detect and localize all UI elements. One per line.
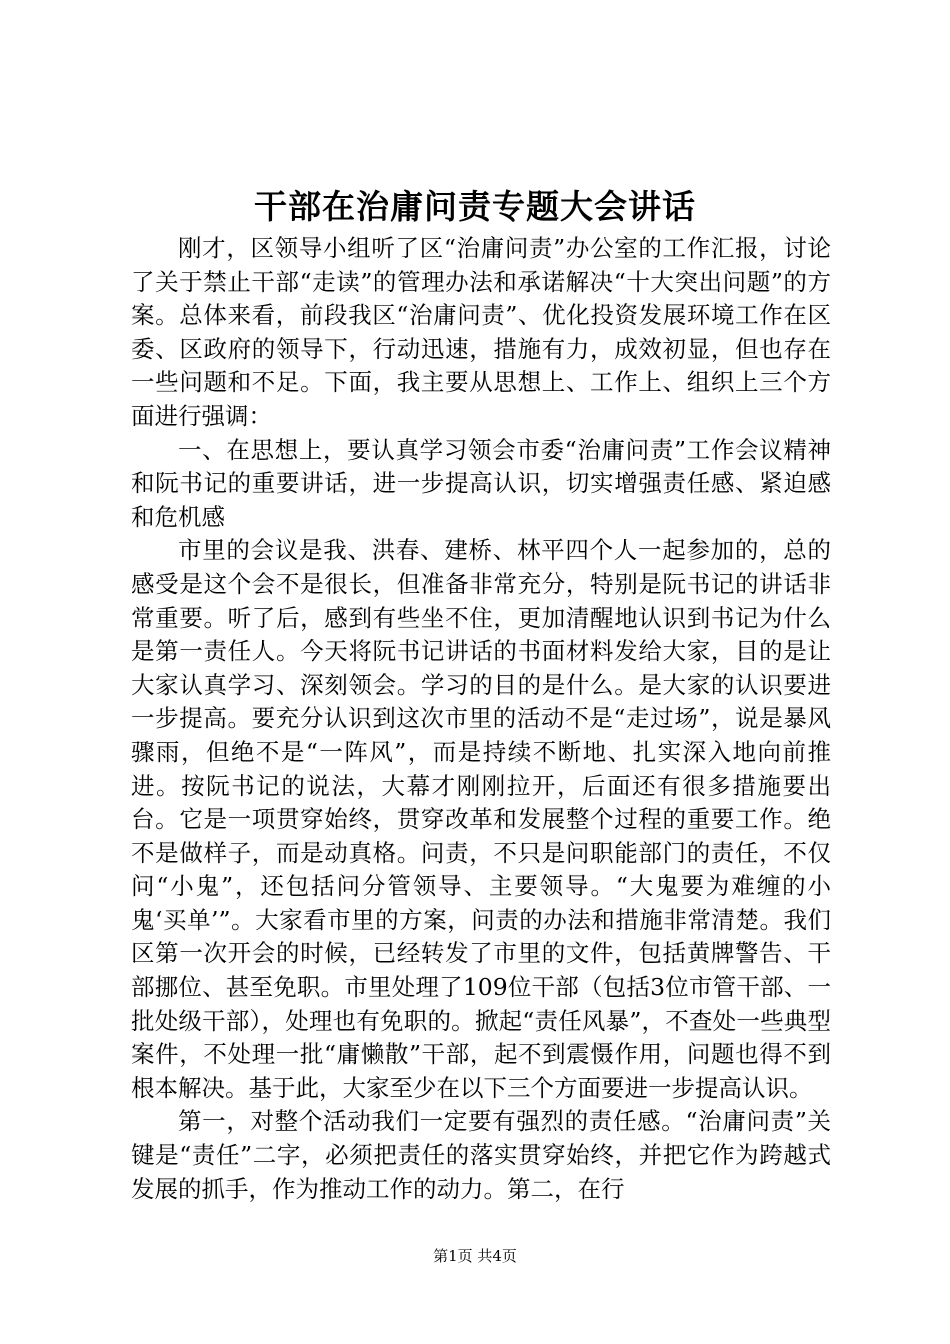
paragraph: 刚才，区领导小组听了区“治庸问责”办公室的工作汇报，讨论了关于禁止干部“走读”的管理办法和承诺解决“十大突出问题”的方案。总体来看，前段我区“治庸问责”、优化投资发展环境工作在区委、区政府的领导下，行动迅速，措施有力，成效初显，但也存在一些问题和不足。下面，我主要从思想上、工作上、组织上三个方面进行强调： xyxy=(131,234,831,430)
document-body xyxy=(131,232,831,1206)
page-number-footer: 第1页 共4页 xyxy=(433,1247,517,1265)
paragraph: 一、在思想上，要认真学习领会市委“治庸问责”工作会议精神和阮书记的重要讲话，进一步提高认识，切实增强责任感、紧迫感和危机感 xyxy=(131,435,831,531)
document-title: 干部在治庸问责专题大会讲话 xyxy=(254,187,696,226)
paragraph: 市里的会议是我、洪春、建桥、林平四个人一起参加的，总的感受是这个会不是很长，但准备非常充分，特别是阮书记的讲话非常重要。听了后，感到有些坐不住，更加清醒地认识到书记为什么是第一责任人。今天将阮书记讲话的书面材料发给大家，目的是让大家认真学习、深刻领会。学习的目的是什么。是大家的认识要进一步提高。要充分认识到这次市里的活动不是“走过场”，说是暴风骤雨，但绝不是“一阵风”，而是持续不断地、扎实深入地向前推进。按阮书记的说法，大幕才刚刚拉开，后面还有很多措施要出台。它是一项贯穿始终，贯穿改革和发展整个过程的重要工作。绝不是做样子，而是动真格。问责，不只是问职能部门的责任，不仅问“小鬼”，还包括问分管领导、主要领导。“大鬼要为难缠的小鬼‘买单’”。大家看市里的方案，问责的办法和措施非常清楚。我们区第一次开会的时候，已经转发了市里的文件，包括黄牌警告、干部挪位、甚至免职。市里处理了109位干部（包括3位市管干部、一批处级干部），处理也有免职的。掀起“责任风暴”，不查处一些典型案件，不处理一批“庸懒散”干部，起不到震慑作用，问题也得不到根本解决。基于此，大家至少在以下三个方面要进一步提高认识。 xyxy=(131,536,831,1102)
paragraph: 第一，对整个活动我们一定要有强烈的责任感。“治庸问责”关键是“责任”二字，必须把责任的落实贯穿始终，并把它作为跨越式发展的抓手，作为推动工作的动力。第二，在行 xyxy=(131,1107,831,1203)
